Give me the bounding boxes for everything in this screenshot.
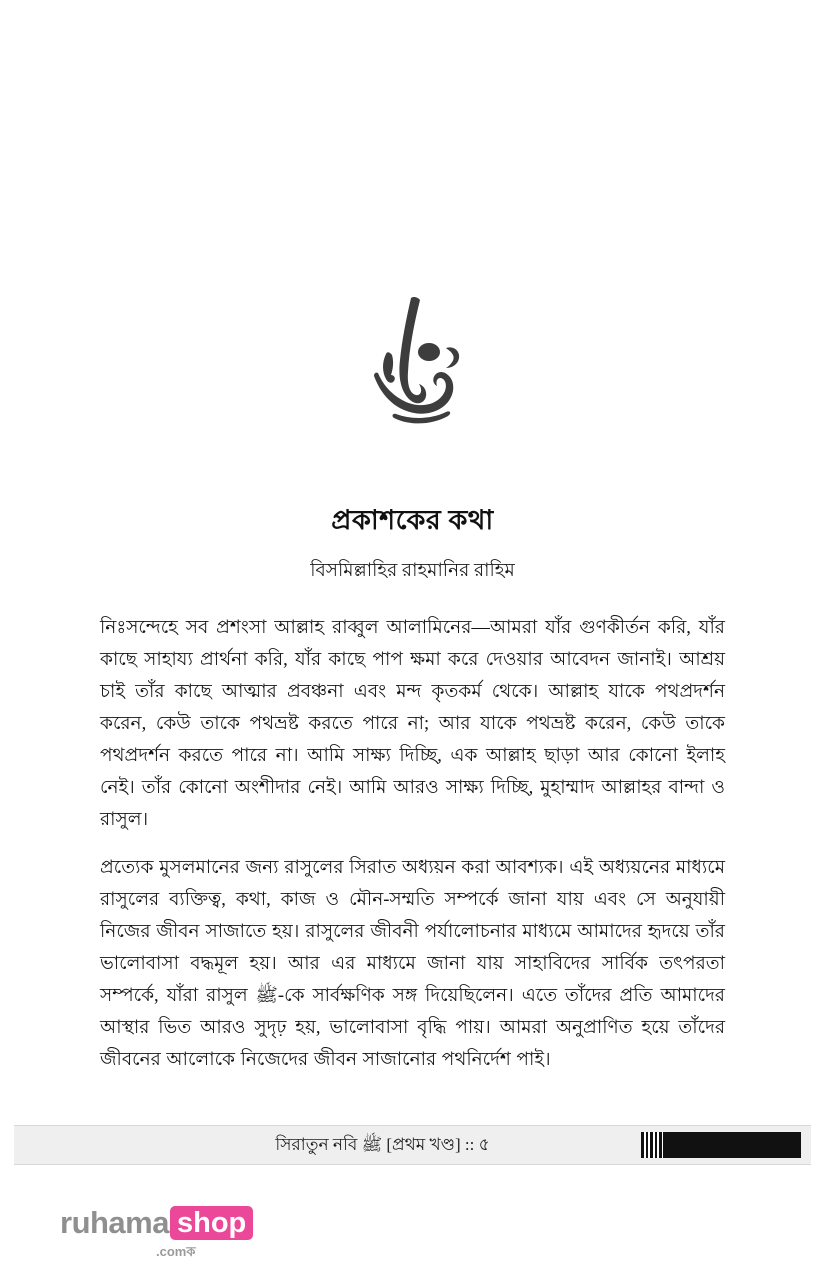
paragraph-1: নিঃসন্দেহে সব প্রশংসা আল্লাহ রাব্বুল আলামিনের—আমরা যাঁর গুণকীর্তন করি, যাঁর কাছে সাহায্য প্রার্থনা করি, যাঁর কাছে পাপ ক্ষমা করে দেওয়ার আবেদন জানাই। আশ্রয় চাই তাঁর কাছে আত্মার প্রবঞ্চনা এবং মন্দ কৃতকর্ম থেকে। আল্লাহ যাকে পথপ্রদর্শন করেন, কেউ তাকে পথভ্রষ্ট করতে পারে না; আর যাকে পথভ্রষ্ট করেন, কেউ তাকে পথপ্রদর্শন করতে পারে না। আমি সাক্ষ্য দিচ্ছি, এক আল্লাহ ছাড়া আর কোনো ইলাহ নেই। তাঁর কোনো অংশীদার নেই। আমি আরও সাক্ষ্য দিচ্ছি, মুহাম্মাদ আল্লাহর বান্দা ও রাসুল। xyxy=(100,618,725,830)
logo-brand-suffix xyxy=(156,1243,195,1264)
ornament-container xyxy=(0,280,825,455)
body-text xyxy=(100,612,725,1076)
basmala-line: বিসমিল্লাহির রাহমানির রাহিম xyxy=(310,561,515,581)
watermark-logo xyxy=(60,1205,253,1259)
logo-suffix-text: .com xyxy=(156,1244,187,1259)
bismillah-calligraphy-ornament-icon xyxy=(328,280,498,450)
barcode-graphic-icon xyxy=(641,1132,801,1158)
logo-brand-second: shop xyxy=(170,1206,253,1240)
logo-suffix-bn: ক xyxy=(186,1244,196,1259)
logo-brand-first: ruhama xyxy=(60,1205,169,1240)
footer-band xyxy=(14,1125,811,1165)
page-title: প্রকাশকের কথা xyxy=(331,505,494,536)
footer-running-title: সিরাতুন নবি ﷺ [প্রথম খণ্ড] :: ৫ xyxy=(275,1135,490,1154)
paragraph-2: প্রত্যেক মুসলমানের জন্য রাসুলের সিরাত অধ্যয়ন করা আবশ্যক। এই অধ্যয়নের মাধ্যমে রাসুলের ব্যক্তিত্ব, কথা, কাজ ও মৌন-সম্মতি সম্পর্কে জানা যায় এবং সে অনুযায়ী নিজের জীবন সাজাতে হয়। রাসুলের জীবনী পর্যালোচনার মাধ্যমে আমাদের হৃদয়ে তাঁর ভালোবাসা বদ্ধমূল হয়। আর এর মাধ্যমে জানা যায় সাহাবিদের সার্বিক তৎপরতা সম্পর্কে, যাঁরা রাসুল ﷺ-কে সার্বক্ষণিক সঙ্গ দিয়েছিলেন। এতে তাঁদের প্রতি আমাদের আস্থার ভিত আরও সুদৃঢ় হয়, ভালোবাসা বৃদ্ধি পায়। আমরা অনুপ্রাণিত হয়ে তাঁদের জীবনের আলোকে নিজেদের জীবন সাজানোর পথনির্দেশ পাই। xyxy=(100,858,725,1070)
